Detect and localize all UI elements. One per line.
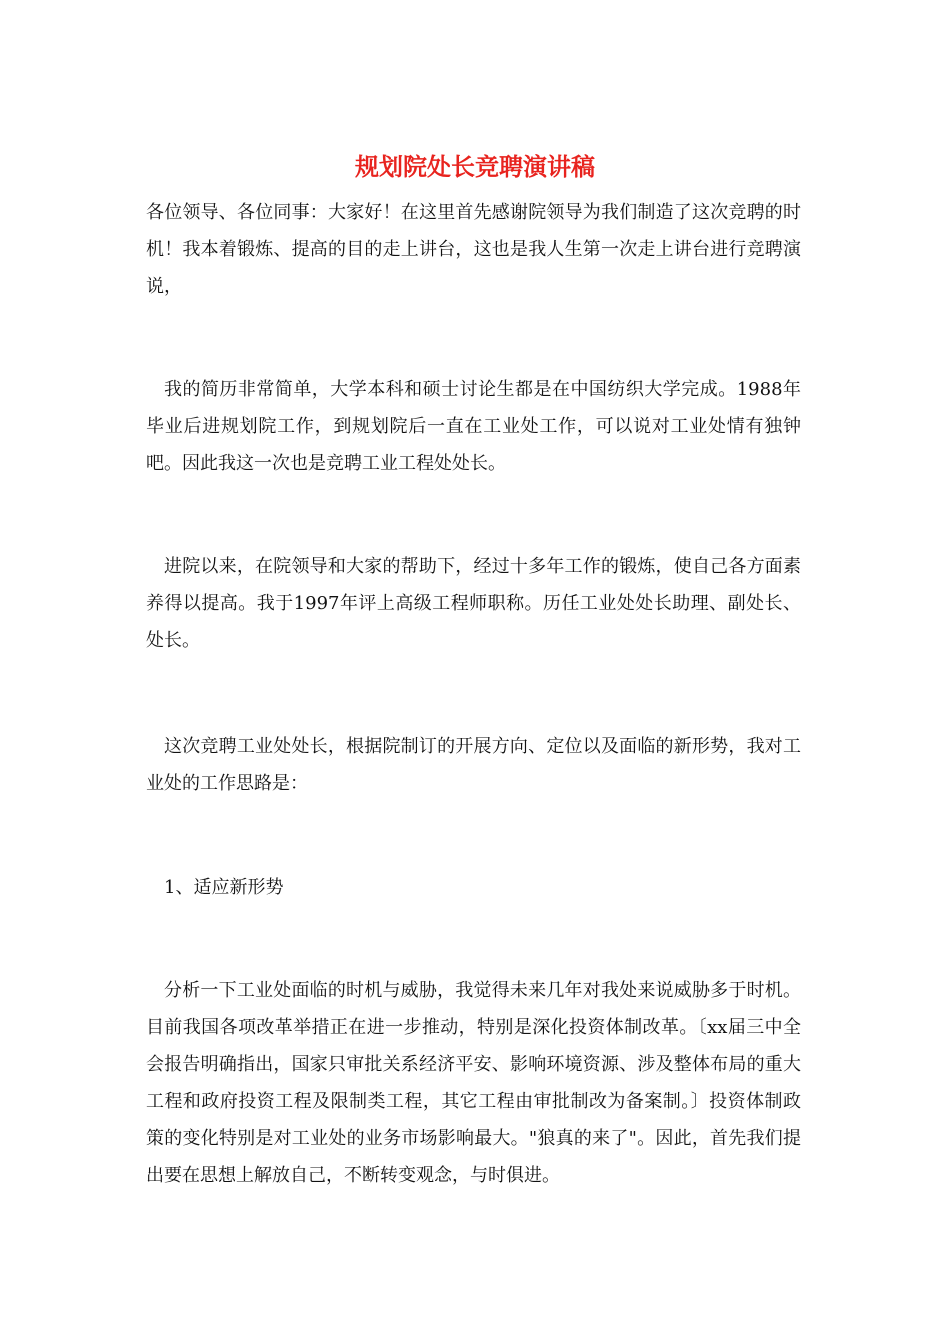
document-title: 规划院处长竞聘演讲稿	[355, 152, 595, 181]
paragraph-resume: 我的简历非常简单，大学本科和硕士讨论生都是在中国纺织大学完成。1988年毕业后进规划院工作，到规划院后一直在工业处工作，可以说对工业处情有独钟吧。因此我这一次也是竞聘工业工程处处长。	[146, 379, 801, 474]
paragraph-analysis: 分析一下工业处面临的时机与威胁，我觉得未来几年对我处来说威胁多于时机。目前我国各项改革举措正在进一步推动，特别是深化投资体制改革。〔xx届三中全会报告明确指出，国家只审批关系经济平安、影响环境资源、涉及整体布局的重大工程和政府投资工程及限制类工程，其它工程由审批制改为备案制。〕投资体制政策的变化特别是对工业处的业务市场影响最大。"狼真的来了"。因此，首先我们提出要在思想上解放自己，不断转变观念，与时俱进。	[146, 980, 801, 1186]
paragraph-experience: 进院以来，在院领导和大家的帮助下，经过十多年工作的锻炼，使自己各方面素养得以提高。我于1997年评上高级工程师职称。历任工业处处长助理、副处长、处长。	[146, 556, 801, 651]
paragraph-ideas: 这次竞聘工业处处长，根据院制订的开展方向、定位以及面临的新形势，我对工业处的工作思路是：	[146, 736, 801, 794]
section-heading: 1、适应新形势	[164, 877, 284, 898]
paragraph-greeting: 各位领导、各位同事：大家好！在这里首先感谢院领导为我们制造了这次竞聘的时机！我本着锻炼、提高的目的走上讲台，这也是我人生第一次走上讲台进行竞聘演说，	[146, 202, 801, 297]
